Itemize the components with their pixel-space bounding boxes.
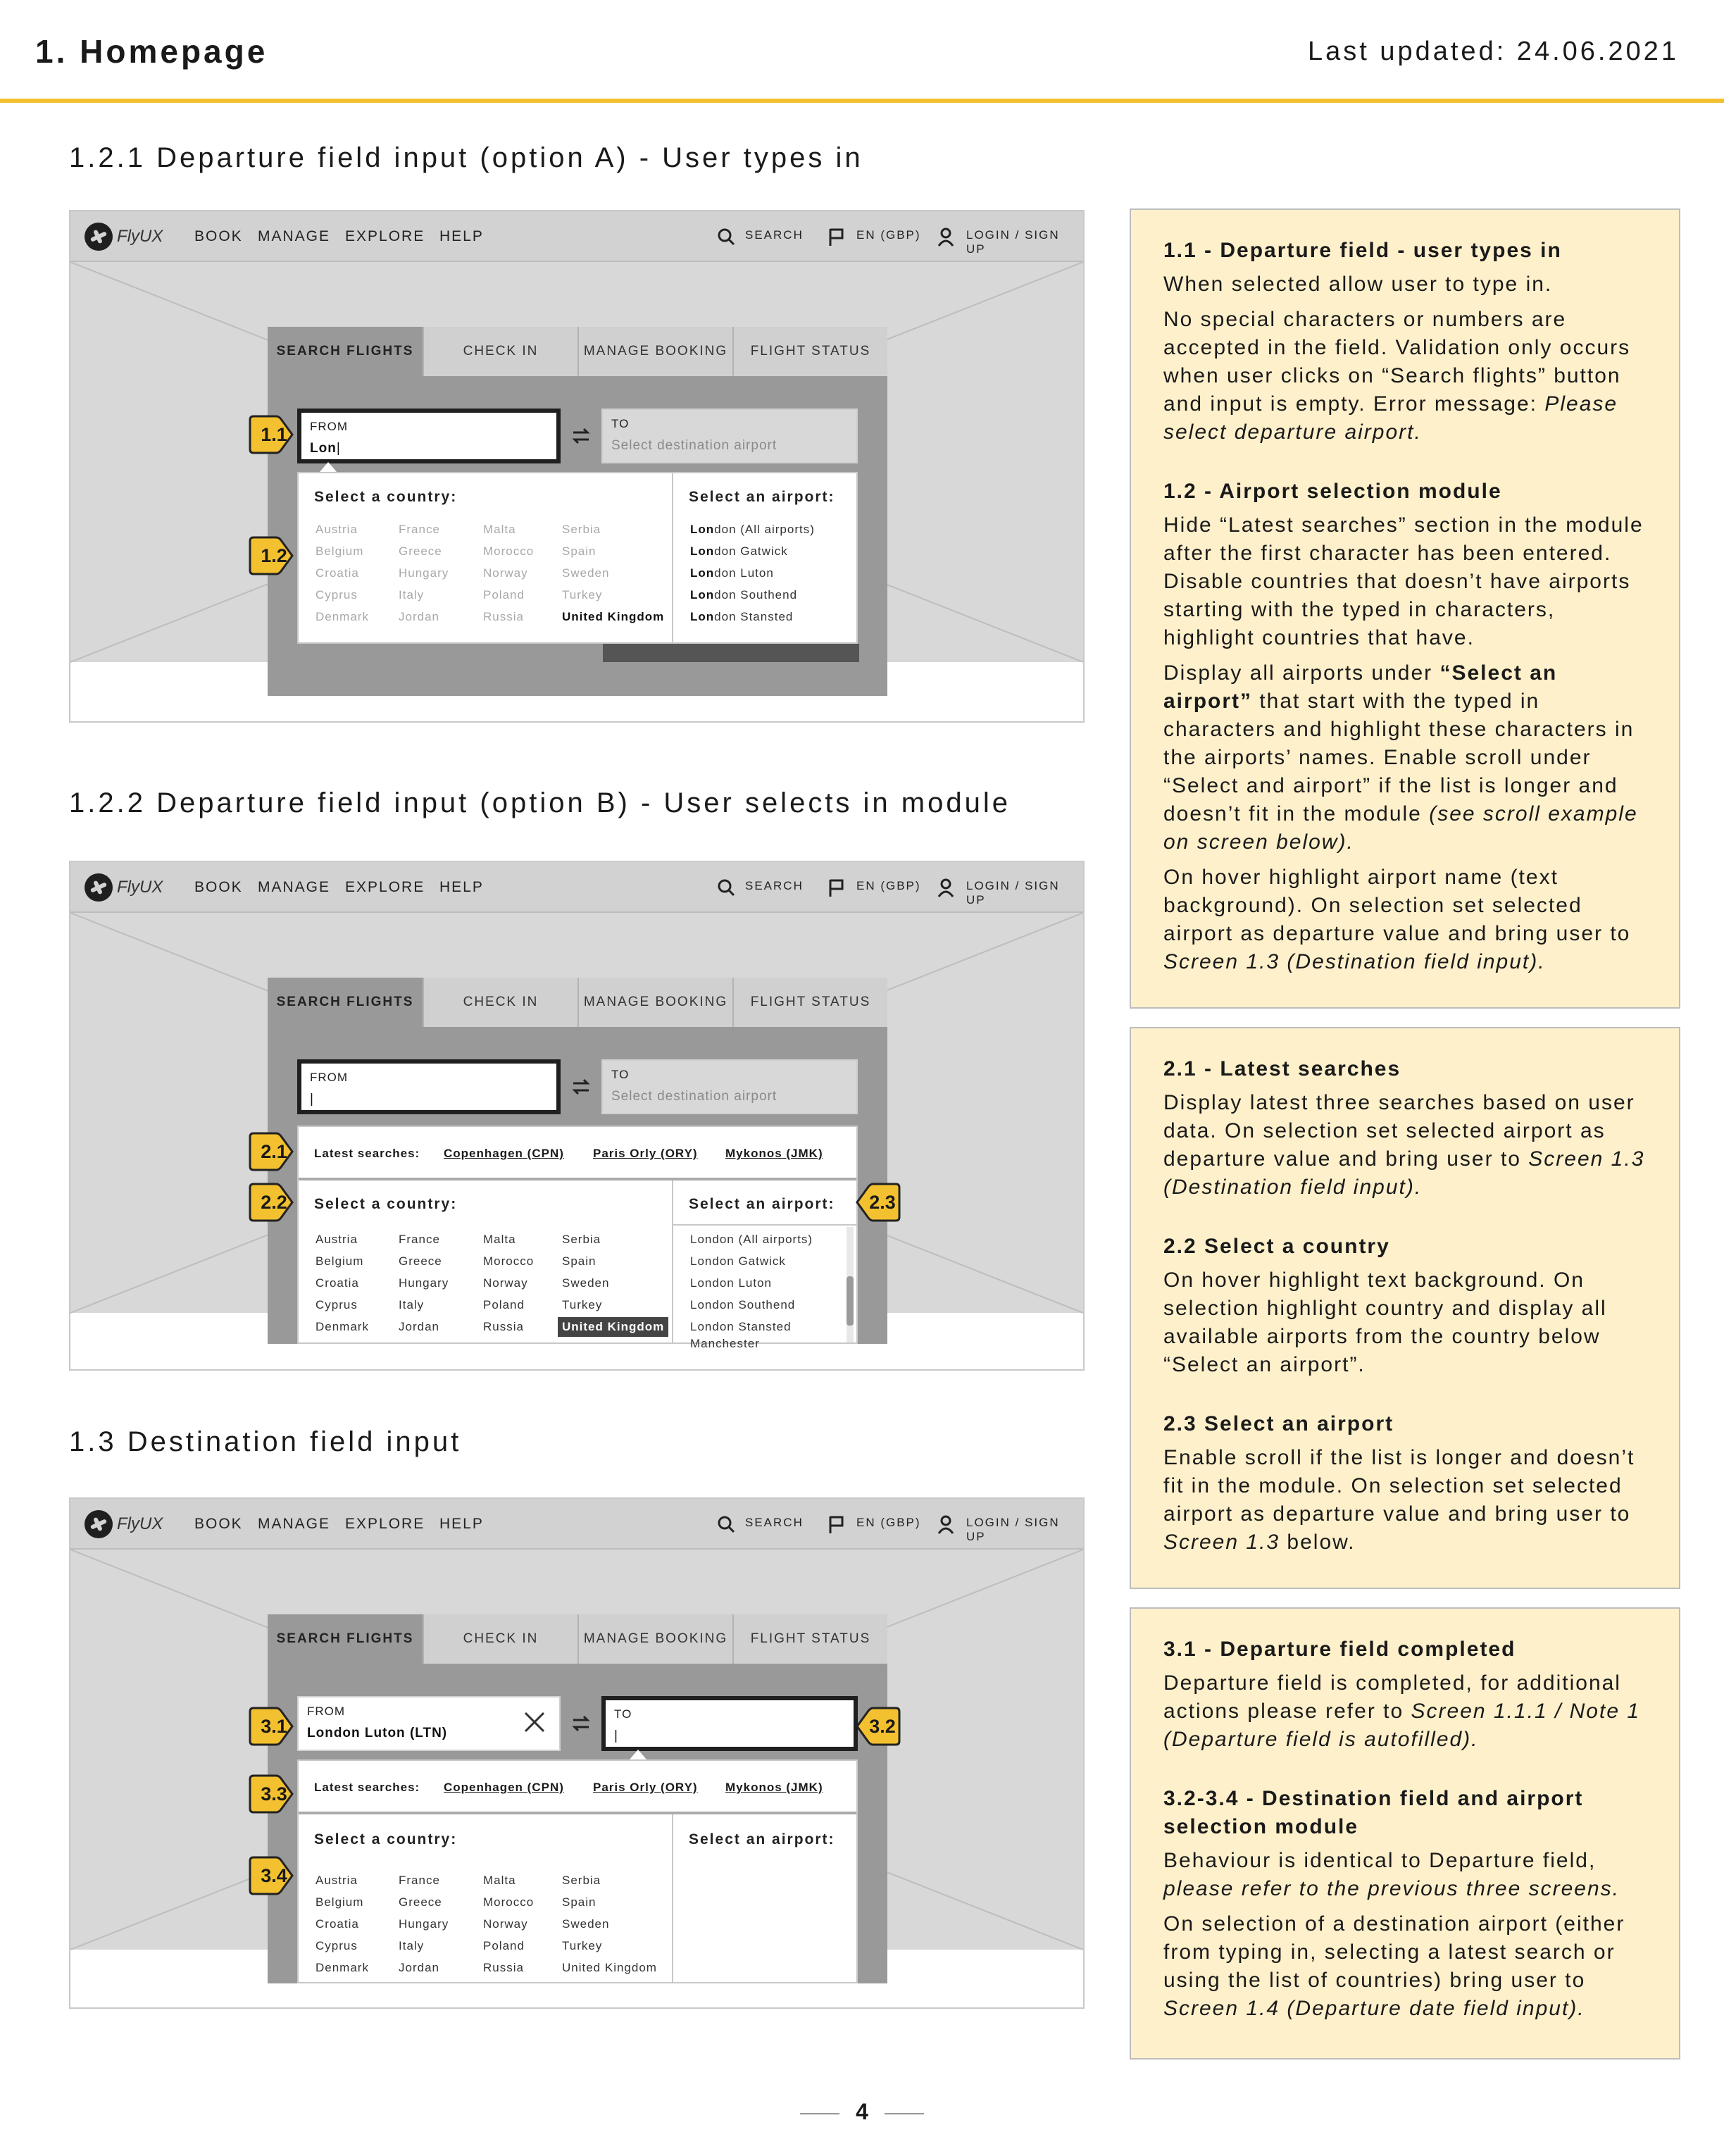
airport-scrollbar[interactable] xyxy=(847,1227,854,1342)
country-item[interactable]: Poland xyxy=(483,1939,525,1952)
country-item: Malta xyxy=(483,523,516,536)
country-item[interactable]: Norway xyxy=(483,1276,528,1290)
user-icon[interactable] xyxy=(937,1514,955,1534)
tab-search-flights[interactable]: SEARCH FLIGHTS xyxy=(268,978,423,1027)
flyux-logo[interactable]: FlyUX xyxy=(85,1510,163,1538)
country-item[interactable]: Denmark xyxy=(316,1320,369,1333)
country-item[interactable]: Austria xyxy=(316,1874,358,1887)
airport-item[interactable]: London Stansted xyxy=(690,610,794,623)
note-module-selection: 2.1 - Latest searches Display latest three searches based on user data. On selection set selected airport as departure value and bring user to Screen 1.3 (Destination field input). 2.2 Select a country On hover highlight text background. On selection highlight country and display all available airports from the country below “Select an airport”. 2.3 Select an airport Enable scroll if the list is longer and doesn’t fit in the module. On selection set selected airport as departure value and bring user to Screen 1.3 below. xyxy=(1130,1027,1680,1589)
annotation-badge-3-1: 3.1 xyxy=(248,1706,294,1747)
widget-tabs xyxy=(268,327,887,376)
country-item[interactable]: Croatia xyxy=(316,1917,359,1931)
widget-tabs xyxy=(268,1614,887,1664)
country-item: Morocco xyxy=(483,544,535,558)
tab-flight-status[interactable]: FLIGHT STATUS xyxy=(732,1614,887,1664)
flight-search-widget xyxy=(268,327,887,696)
country-item[interactable]: Hungary xyxy=(399,1917,449,1931)
country-item[interactable]: Italy xyxy=(399,1298,425,1311)
wireframe-destination xyxy=(69,1497,1085,2009)
dropdown-caret xyxy=(630,1750,646,1759)
country-item: Cyprus xyxy=(316,588,358,602)
latest-search-item[interactable]: Paris Orly (ORY) xyxy=(593,1147,698,1160)
nav-help[interactable]: HELP xyxy=(439,228,484,244)
search-button-hidden xyxy=(603,644,859,662)
airport-item[interactable]: London Gatwick xyxy=(690,1254,786,1268)
airport-item[interactable]: London (All airports) xyxy=(690,1233,813,1246)
tab-search-flights[interactable]: SEARCH FLIGHTS xyxy=(268,327,423,376)
country-item[interactable]: Morocco xyxy=(483,1254,535,1268)
airport-selection-module xyxy=(297,1759,858,1983)
widget-tabs xyxy=(268,978,887,1027)
tab-check-in[interactable]: CHECK IN xyxy=(423,978,577,1027)
airport-item[interactable]: London Luton xyxy=(690,566,774,580)
tab-flight-status[interactable]: FLIGHT STATUS xyxy=(732,327,887,376)
annotation-badge-3-2: 3.2 xyxy=(855,1706,901,1747)
flyux-logo[interactable]: FlyUX xyxy=(85,873,163,902)
country-item: Greece xyxy=(399,544,442,558)
wireframe-option-b xyxy=(69,861,1085,1371)
plane-logo-icon xyxy=(85,1510,113,1538)
latest-search-item[interactable]: Copenhagen (CPN) xyxy=(444,1781,564,1794)
country-item-selected[interactable]: United Kingdom xyxy=(558,1317,668,1337)
nav-manage[interactable]: MANAGE xyxy=(258,879,331,895)
note-destination: 3.1 - Departure field completed Departure field is completed, for additional actions please refer to Screen 1.1.1 / Note 1 (Departure field is autofilled). 3.2-3.4 - Destination field and airport selection module Behaviour is identical to Departure field, please refer to the previous three screens. On selection of a destination airport (either from typing in, selecting a latest search or using the list of countries) bring user to Screen 1.4 (Departure date field input). xyxy=(1130,1607,1680,2060)
top-nav xyxy=(70,862,1083,913)
section-title-1-2-2: 1.2.2 Departure field input (option B) - User selects in module xyxy=(69,787,1011,818)
top-nav xyxy=(70,1499,1083,1550)
country-item-highlighted[interactable]: United Kingdom xyxy=(562,610,665,623)
country-item[interactable]: Croatia xyxy=(316,1276,359,1290)
country-item[interactable]: Austria xyxy=(316,1233,358,1246)
country-item[interactable]: Serbia xyxy=(562,1874,601,1887)
latest-searches: Latest searches: Copenhagen (CPN) Paris Orly (ORY) Mykonos (JMK) xyxy=(299,1127,856,1180)
country-item[interactable]: France xyxy=(399,1874,440,1887)
note-departure-typing: 1.1 - Departure field - user types in When selected allow user to type in. No special characters or numbers are accepted in the field. Validation only occurs when user clicks on “Search flights” button and input is empty. Error message: Please select departure airport. 1.2 - Airport selection module Hide “Latest searches” section in the module after the first character has been entered. Disable countries that doesn’t have airports starting with the typed in characters, highlight countries that have. Display all airports under “Select an airport” that start with the typed in characters and highlight these characters in the airports’ names. Enable scroll under “Select and airport” if the list is longer and doesn’t fit in the module (see scroll example on screen below). On hover highlight airport name (text background). On selection set selected airport as departure value and bring user to Screen 1.3 (Destination field input). xyxy=(1130,208,1680,1009)
nav-search[interactable]: SEARCH xyxy=(745,1516,804,1529)
tab-search-flights[interactable]: SEARCH FLIGHTS xyxy=(268,1614,423,1664)
tab-manage-booking[interactable]: MANAGE BOOKING xyxy=(577,327,732,376)
country-item[interactable]: Russia xyxy=(483,1320,524,1333)
from-field[interactable]: FROM | xyxy=(297,1059,561,1114)
country-column: Select a country: Austria Belgium Croatia Cyprus Denmark France Greece Hungary Italy Jordan Malta Morocco Norway Poland Russia Serbia Spain Sweden Turkey United Kingdom xyxy=(299,1814,673,1982)
dropdown-caret xyxy=(320,462,337,472)
airport-item[interactable]: Manchester xyxy=(690,1337,760,1350)
swap-icon[interactable] xyxy=(570,1713,592,1734)
country-item[interactable]: Morocco xyxy=(483,1895,535,1909)
country-item[interactable]: Russia xyxy=(483,1961,524,1974)
country-column: Select a country: Austria Belgium Croatia Cyprus Denmark France Greece Hungary Italy Jordan Malta Morocco Norway Poland Russia Serbia Spain Sweden Turkey United Kingdom xyxy=(299,1180,673,1342)
annotation-badge-2-1: 2.1 xyxy=(248,1131,294,1172)
country-item: Poland xyxy=(483,588,525,602)
annotation-badge-1-1: 1.1 xyxy=(248,414,294,455)
nav-login[interactable]: LOGIN / SIGN UP xyxy=(966,1516,1060,1543)
flag-icon[interactable] xyxy=(827,1514,845,1534)
country-item: Spain xyxy=(562,544,596,558)
nav-login[interactable]: LOGIN / SIGN UP xyxy=(966,228,1060,256)
flag-icon[interactable] xyxy=(827,878,845,897)
country-item[interactable]: Cyprus xyxy=(316,1939,358,1952)
from-value: Lon| xyxy=(310,441,341,456)
search-icon[interactable] xyxy=(717,1514,735,1534)
search-icon[interactable] xyxy=(717,227,735,247)
airport-selection-module xyxy=(297,1126,858,1350)
from-field[interactable]: FROM London Luton (LTN) xyxy=(297,1696,561,1751)
country-item[interactable]: Serbia xyxy=(562,1233,601,1246)
footer-rule-left xyxy=(800,2113,839,2114)
nav-manage[interactable]: MANAGE xyxy=(258,1516,331,1532)
page-title: 1. Homepage xyxy=(35,33,268,70)
country-item[interactable]: Denmark xyxy=(316,1961,369,1974)
nav-login[interactable]: LOGIN / SIGN UP xyxy=(966,879,1060,906)
tab-manage-booking[interactable]: MANAGE BOOKING xyxy=(577,1614,732,1664)
nav-book[interactable]: BOOK xyxy=(194,1516,243,1532)
nav-language[interactable]: EN (GBP) xyxy=(856,228,921,242)
latest-search-item[interactable]: Mykonos (JMK) xyxy=(725,1147,823,1160)
airport-item[interactable]: London Gatwick xyxy=(690,544,788,558)
flight-search-widget xyxy=(268,978,887,1350)
nav-search[interactable]: SEARCH xyxy=(745,228,804,242)
tab-flight-status[interactable]: FLIGHT STATUS xyxy=(732,978,887,1027)
latest-searches: Latest searches: Copenhagen (CPN) Paris Orly (ORY) Mykonos (JMK) xyxy=(299,1761,856,1814)
country-item[interactable]: Cyprus xyxy=(316,1298,358,1311)
country-item[interactable]: Turkey xyxy=(562,1298,603,1311)
top-nav xyxy=(70,211,1083,262)
from-field[interactable]: FROM Lon| xyxy=(297,409,561,463)
country-item: Belgium xyxy=(316,544,364,558)
airport-column: Select an airport: London (All airports) London Gatwick London Luton London Southend London Stansted Manchester xyxy=(673,1180,856,1342)
country-item: France xyxy=(399,523,440,536)
flight-search-widget xyxy=(268,1614,887,1983)
country-item[interactable]: France xyxy=(399,1233,440,1246)
country-column: Select a country: Austria Belgium Croatia Cyprus Denmark France Greece Hungary Italy Jordan Malta Morocco Norway Poland Russia Serbia Spain Sweden Turkey United Kingdom xyxy=(299,473,673,642)
airport-item[interactable]: London Luton xyxy=(690,1276,772,1290)
section-title-1-2-1: 1.2.1 Departure field input (option A) - User types in xyxy=(69,142,863,173)
nav-explore[interactable]: EXPLORE xyxy=(345,228,425,244)
country-item[interactable]: Hungary xyxy=(399,1276,449,1290)
airport-column: Select an airport: London (All airports) London Gatwick London Luton London Southend London Stansted xyxy=(689,489,835,623)
country-item: Russia xyxy=(483,610,524,623)
country-item[interactable]: Norway xyxy=(483,1917,528,1931)
nav-explore[interactable]: EXPLORE xyxy=(345,879,425,895)
country-item[interactable]: Malta xyxy=(483,1233,516,1246)
footer-rule-right xyxy=(885,2113,924,2114)
to-field[interactable]: TO Select destination airport xyxy=(601,1059,858,1114)
country-item: Jordan xyxy=(399,610,439,623)
page-number: 4 xyxy=(856,2099,868,2124)
country-item[interactable]: Poland xyxy=(483,1298,525,1311)
annotation-badge-2-2: 2.2 xyxy=(248,1182,294,1223)
airport-item[interactable]: London Southend xyxy=(690,1298,796,1311)
country-item[interactable]: Sweden xyxy=(562,1917,610,1931)
flyux-logo[interactable]: FlyUX xyxy=(85,223,163,251)
country-item[interactable]: Italy xyxy=(399,1939,425,1952)
section-title-1-3: 1.3 Destination field input xyxy=(69,1426,462,1457)
flag-icon[interactable] xyxy=(827,227,845,247)
tab-check-in[interactable]: CHECK IN xyxy=(423,1614,577,1664)
plane-logo-icon xyxy=(85,873,113,902)
plane-logo-icon xyxy=(85,223,113,251)
country-item[interactable]: Greece xyxy=(399,1895,442,1909)
country-item[interactable]: Spain xyxy=(562,1895,596,1909)
nav-manage[interactable]: MANAGE xyxy=(258,228,331,244)
to-field[interactable]: TO | xyxy=(601,1696,858,1751)
airport-selection-module xyxy=(297,472,858,644)
country-item: Austria xyxy=(316,523,358,536)
scrollbar-thumb[interactable] xyxy=(847,1276,854,1326)
swap-icon[interactable] xyxy=(570,425,592,447)
to-field[interactable]: TO Select destination airport xyxy=(601,409,858,463)
latest-search-item[interactable]: Copenhagen (CPN) xyxy=(444,1147,564,1160)
nav-help[interactable]: HELP xyxy=(439,1516,484,1532)
country-item: Hungary xyxy=(399,566,449,580)
last-updated: Last updated: 24.06.2021 xyxy=(1307,37,1679,66)
page-header xyxy=(0,0,1724,103)
airport-item[interactable]: London Southend xyxy=(690,588,798,602)
annotation-badge-2-3: 2.3 xyxy=(855,1182,901,1223)
user-icon[interactable] xyxy=(937,878,955,897)
country-item[interactable]: Sweden xyxy=(562,1276,610,1290)
country-item: Croatia xyxy=(316,566,359,580)
annotation-badge-3-4: 3.4 xyxy=(248,1855,294,1896)
airport-item[interactable]: London Stansted xyxy=(690,1320,792,1333)
annotation-badge-3-3: 3.3 xyxy=(248,1774,294,1814)
nav-book[interactable]: BOOK xyxy=(194,879,243,895)
swap-icon[interactable] xyxy=(570,1076,592,1097)
wireframe-option-a xyxy=(69,210,1085,723)
nav-book[interactable]: BOOK xyxy=(194,228,243,244)
user-icon[interactable] xyxy=(937,227,955,247)
country-item[interactable]: Greece xyxy=(399,1254,442,1268)
country-item: Sweden xyxy=(562,566,610,580)
tab-check-in[interactable]: CHECK IN xyxy=(423,327,577,376)
airport-item[interactable]: London (All airports) xyxy=(690,523,815,536)
nav-language[interactable]: EN (GBP) xyxy=(856,1516,921,1529)
country-item: Turkey xyxy=(562,588,603,602)
country-item: Serbia xyxy=(562,523,601,536)
search-icon[interactable] xyxy=(717,878,735,897)
nav-search[interactable]: SEARCH xyxy=(745,879,804,892)
country-item[interactable]: Spain xyxy=(562,1254,596,1268)
country-item: Italy xyxy=(399,588,425,602)
country-item: Denmark xyxy=(316,610,369,623)
country-item[interactable]: Malta xyxy=(483,1874,516,1887)
annotation-badge-1-2: 1.2 xyxy=(248,535,294,576)
country-item: Norway xyxy=(483,566,528,580)
country-item[interactable]: United Kingdom xyxy=(562,1961,657,1974)
country-item[interactable]: Belgium xyxy=(316,1254,364,1268)
nav-language[interactable]: EN (GBP) xyxy=(856,879,921,892)
country-item[interactable]: Jordan xyxy=(399,1320,439,1333)
latest-search-item[interactable]: Mykonos (JMK) xyxy=(725,1781,823,1794)
nav-help[interactable]: HELP xyxy=(439,879,484,895)
nav-explore[interactable]: EXPLORE xyxy=(345,1516,425,1532)
latest-search-item[interactable]: Paris Orly (ORY) xyxy=(593,1781,698,1794)
country-item[interactable]: Jordan xyxy=(399,1961,439,1974)
clear-icon[interactable] xyxy=(523,1710,546,1734)
country-item[interactable]: Turkey xyxy=(562,1939,603,1952)
tab-manage-booking[interactable]: MANAGE BOOKING xyxy=(577,978,732,1027)
airport-column: Select an airport: xyxy=(689,1831,835,1847)
country-item[interactable]: Belgium xyxy=(316,1895,364,1909)
